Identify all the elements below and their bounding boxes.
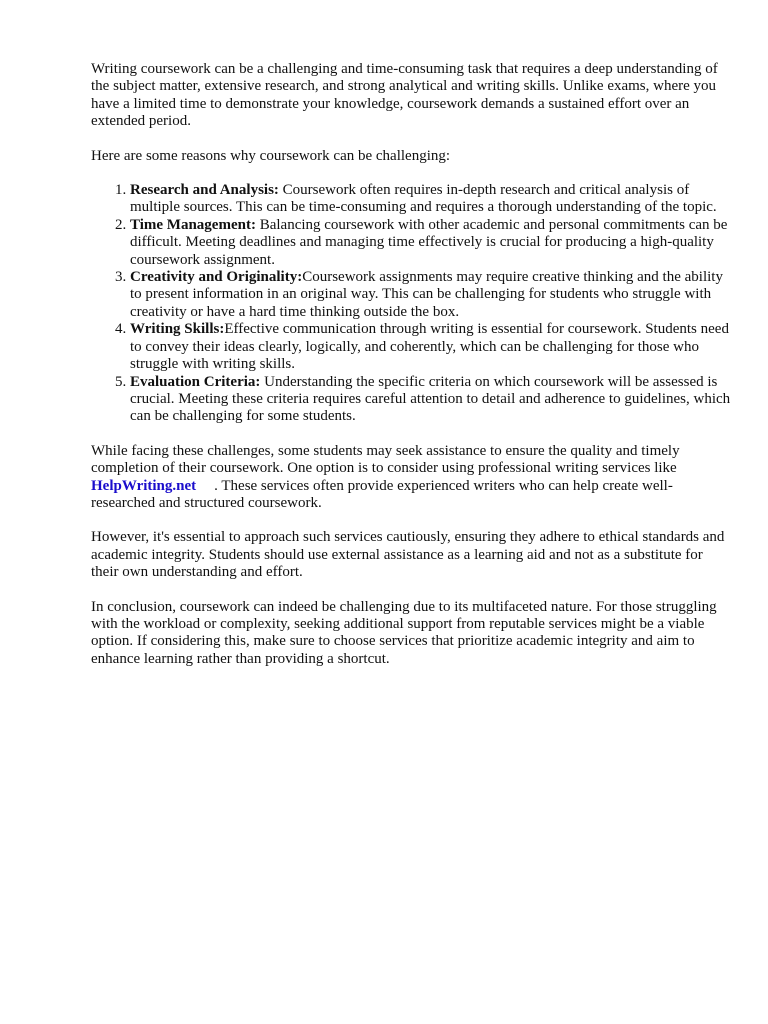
reason-item (130, 269, 731, 321)
caution-paragraph: However, it's essential to approach such services cautiously, ensuring they adhere to ethical standards and academic integrity. Students should use external assistance as a learning aid and not as a substitute for their own understanding and effort. (91, 529, 725, 581)
reason-text: Effective communication through writing is essential for coursework. Students need to convey their ideas clearly, logically, and coherently, which can be challenging for those who struggle with writing skills. (130, 321, 729, 373)
reason-title: Research and Analysis: (130, 182, 279, 199)
reason-text: Understanding the specific criteria on which coursework will be assessed is crucial. Meeting these criteria requires careful attention to detail and adherence to guidelines, which can be challenging for some students. (130, 373, 731, 425)
reason-title: Creativity and Originality: (130, 269, 303, 286)
reason-text: Coursework assignments may require creative thinking and the ability to present information in an original way. This can be challenging for students who struggle with creativity or have a hard time thinking outside the box. (130, 269, 723, 320)
reasons-list (91, 182, 731, 426)
reason-item (130, 217, 731, 269)
document-page (91, 61, 731, 685)
reason-title: Evaluation Criteria: (130, 373, 261, 390)
reasons-heading: Here are some reasons why coursework can be challenging: (91, 147, 451, 164)
reason-item (130, 182, 731, 217)
conclusion-paragraph: In conclusion, coursework can indeed be challenging due to its multifaceted nature. For those struggling with the workload or complexity, seeking additional support from reputable services might be a viable option. If considering this, make sure to choose services that prioritize academic integrity and aim to enhance learning rather than providing a shortcut. (91, 598, 717, 667)
reason-text: Balancing coursework with other academic and personal commitments can be difficult. Meeting deadlines and managing time effectively is crucial for producing a high-quality coursework assignment. (130, 216, 728, 268)
reason-text: Coursework often requires in-depth research and critical analysis of multiple sources. This can be time-consuming and requires a thorough understanding of the topic. (130, 182, 717, 216)
assistance-paragraph (91, 443, 731, 513)
assistance-text-after: . These services often provide experienced writers who can help create well-researched and structured coursework. (91, 477, 673, 511)
helpwriting-link[interactable]: HelpWriting.net (91, 477, 197, 494)
assistance-text-before: While facing these challenges, some students may seek assistance to ensure the quality and timely completion of their coursework. One option is to consider using professional writing services like (91, 442, 680, 477)
reason-item (130, 374, 731, 426)
reason-title: Time Management: (130, 216, 256, 233)
reason-title: Writing Skills: (130, 321, 225, 338)
intro-paragraph: Writing coursework can be a challenging and time-consuming task that requires a deep understanding of the subject matter, extensive research, and strong analytical and writing skills. Unlike exams, where you have a limited time to demonstrate your knowledge, coursework demands a sustained effort over an extended period. (91, 61, 718, 130)
reason-item (130, 321, 731, 373)
